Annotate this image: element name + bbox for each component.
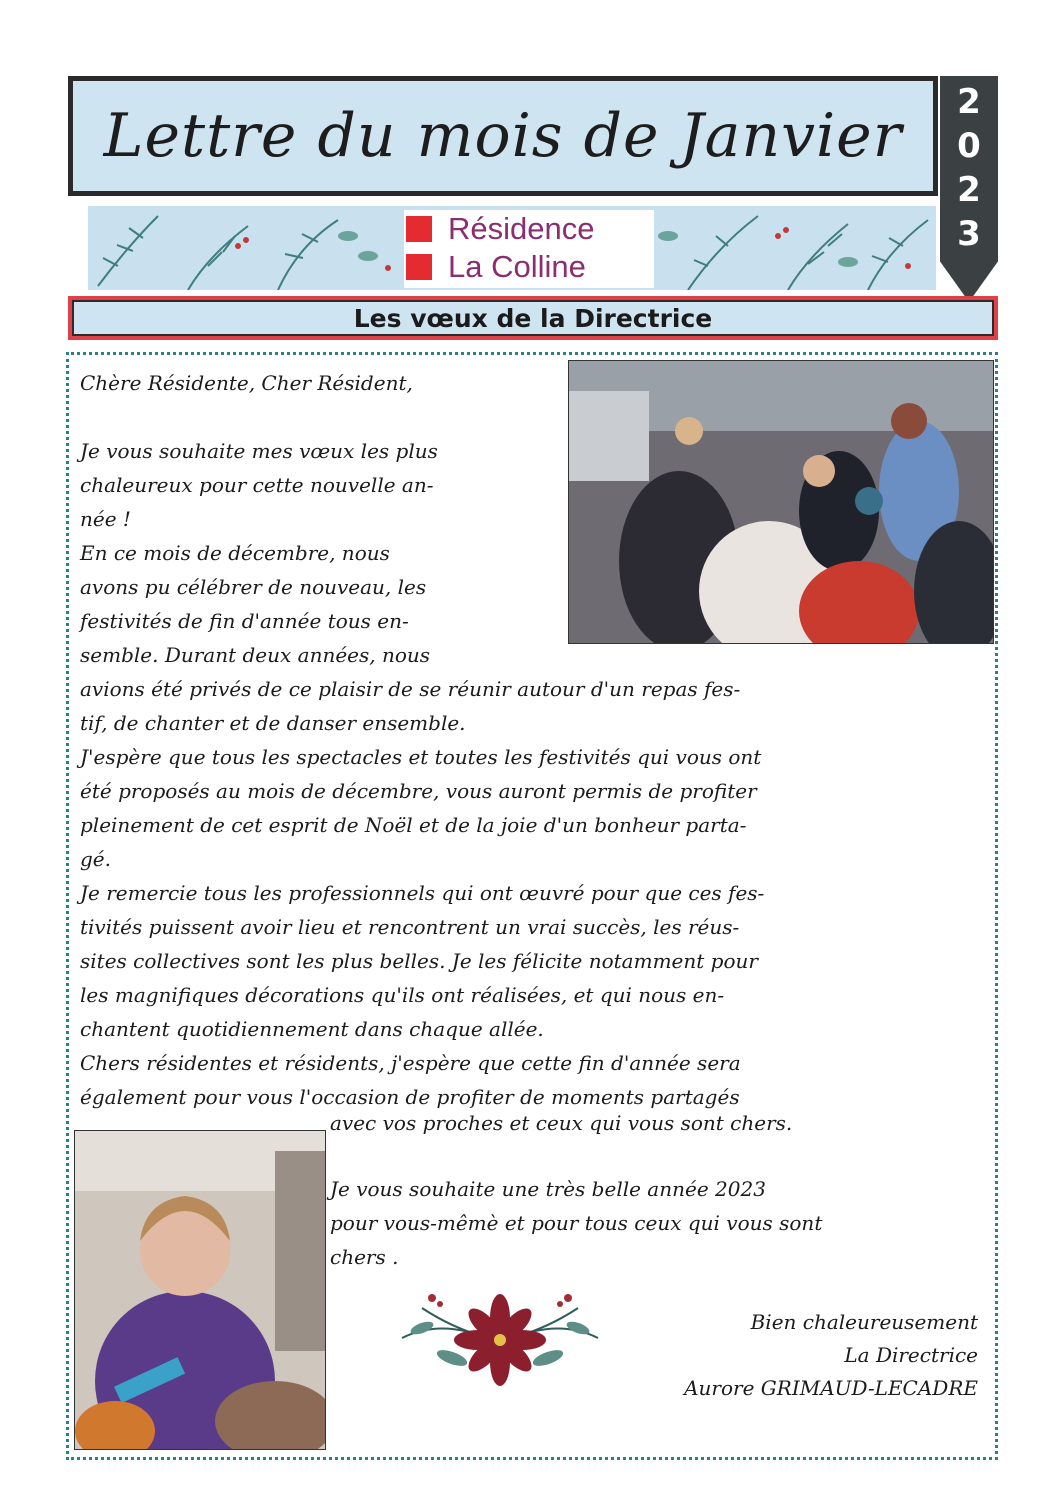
letter-line-indented: avec vos proches et ceux qui vous sont chers. <box>330 1111 793 1135</box>
letter-line: chantent quotidiennement dans chaque allée. <box>80 1017 544 1041</box>
logo-line-1: Résidence <box>448 211 595 246</box>
letter-line: Chers résidentes et résidents, j'espère que cette fin d'année sera <box>80 1051 741 1075</box>
letter-line: tif, de chanter et de danser ensemble. <box>80 711 466 735</box>
letter-line: J'espère que tous les spectacles et toutes les festivités qui vous ont <box>80 745 762 769</box>
letter-line: chaleureux pour cette nouvelle an- <box>80 473 434 497</box>
photo-resident <box>74 1130 326 1450</box>
letter-line: gé. <box>80 847 111 871</box>
letter-line: Je vous souhaite une très belle année 2023 <box>330 1177 766 1201</box>
signature-role: La Directrice <box>844 1343 978 1367</box>
letter-line: semble. Durant deux années, nous <box>80 643 431 667</box>
year-digit: 0 <box>957 126 981 166</box>
letter-line: festivités de fin d'année tous en- <box>80 609 409 633</box>
section-title-box <box>68 296 998 340</box>
signature-name: Aurore GRIMAUD-LECADRE <box>684 1376 978 1400</box>
year-digit: 2 <box>957 170 981 210</box>
year-digits <box>940 80 998 256</box>
letter-line: sites collectives sont les plus belles. Je les félicite notamment pour <box>80 949 758 973</box>
logo-line-2: La Colline <box>448 249 586 284</box>
header-title-box <box>68 76 938 196</box>
letter-line: chers . <box>330 1245 399 1269</box>
letter-line: tivités puissent avoir lieu et rencontrent un vrai succès, les réus- <box>80 915 740 939</box>
section-title: Les vœux de la Directrice <box>353 303 713 333</box>
poinsettia-icon <box>392 1278 608 1388</box>
letter-line: pleinement de cet esprit de Noël et de la joie d'un bonheur parta- <box>80 813 747 837</box>
residence-logo <box>404 210 654 288</box>
logo-square-top <box>406 216 432 242</box>
year-digit: 3 <box>957 214 981 254</box>
letter-paragraph-main <box>80 672 975 1114</box>
letter-line: également pour vous l'occasion de profiter de moments partagés <box>80 1085 740 1109</box>
photo-festivities <box>568 360 994 644</box>
letter-paragraph-top <box>80 434 570 672</box>
letter-line: Je vous souhaite mes vœux les plus <box>80 439 438 463</box>
letter-wishes <box>330 1172 975 1274</box>
logo-square-bottom <box>406 254 432 280</box>
letter-line: née ! <box>80 507 131 531</box>
photo-festivities-image <box>569 361 993 643</box>
photo-resident-image <box>75 1131 325 1449</box>
letter-line: En ce mois de décembre, nous <box>80 541 390 565</box>
letter-line: été proposés au mois de décembre, vous auront permis de profiter <box>80 779 757 803</box>
letter-line: avions été privés de ce plaisir de se réunir autour d'un repas fes- <box>80 677 741 701</box>
letter-line: les magnifiques décorations qu'ils ont réalisées, et qui nous en- <box>80 983 725 1007</box>
year-digit: 2 <box>957 82 981 122</box>
letter-line: Je remercie tous les professionnels qui ont œuvré pour que ces fes- <box>80 881 765 905</box>
letter-greeting: Chère Résidente, Cher Résident, <box>80 371 413 395</box>
letter-line: avons pu célébrer de nouveau, les <box>80 575 427 599</box>
closing-text: Bien chaleureusement <box>750 1310 978 1334</box>
letter-signature <box>684 1306 978 1405</box>
letter-line: pour vous-mêmè et pour tous ceux qui vous sont <box>330 1211 823 1235</box>
page-title: Lettre du mois de Janvier <box>103 101 903 171</box>
